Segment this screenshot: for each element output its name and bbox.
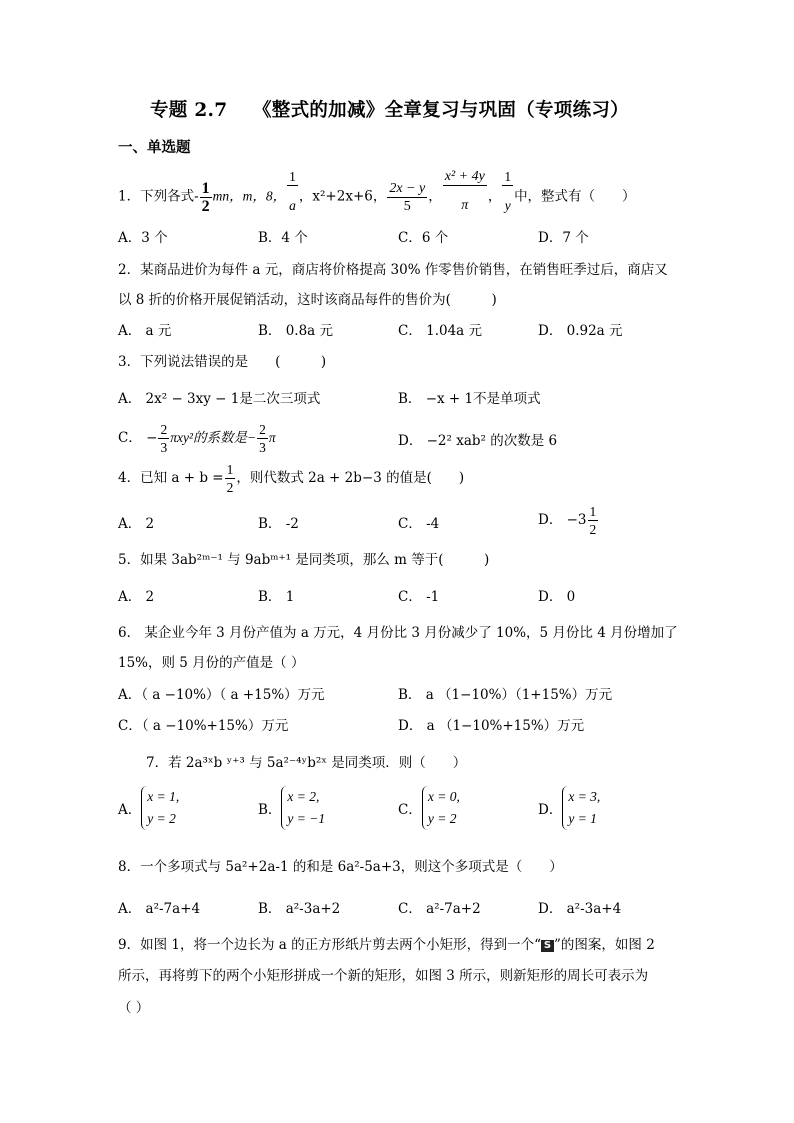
q1-fraction-5: $\frac{1}{y}$	[504, 169, 512, 213]
q6-option-c: C．（ a −10%+15%）万元	[118, 718, 289, 734]
question-9-line3: （ ）	[118, 1000, 150, 1016]
q5-option-c: C． -1	[398, 589, 440, 605]
q3-option-b: B． −x + 1不是单项式	[398, 391, 541, 407]
q1-option-a: A．3 个	[118, 230, 168, 246]
q7-option-d: D．x = 3, y = 1	[538, 786, 600, 830]
q6-option-d: D． a （1−10%+15%）万元	[398, 718, 585, 734]
question-6-line2: 15%，则 5 月份的产值是（ ）	[118, 655, 305, 671]
q4-option-a: A． 2	[118, 516, 155, 532]
q1-option-c: C．6 个	[398, 230, 449, 246]
q1-fraction-2: $\frac{1}{a}$	[289, 169, 296, 213]
q7-option-b: B．x = 2, y = −1	[258, 786, 325, 830]
q1-fraction-1: $\frac{1}{2}$	[201, 179, 210, 215]
q7-option-c: C．x = 0, y = 2	[398, 786, 460, 830]
q8-option-b: B． a²-3a+2	[258, 901, 341, 917]
q6-option-a: A．（ a −10%）（ a +15%）万元	[118, 687, 325, 703]
q1-mid2: ，x²+2x+6，	[298, 188, 387, 205]
q4-option-c: C． -4	[398, 516, 440, 532]
page-title: 专题 2.7 《整式的加减》全章复习与巩固（专项练习）	[150, 100, 629, 121]
q1-fraction-4: $\frac{\text{x² + 4y}}{\pi}$	[444, 169, 485, 213]
q8-option-a: A． a²-7a+4	[118, 901, 201, 917]
question-1-stem	[118, 168, 636, 215]
q1-fraction-3: $\frac{2x - y}{5}$	[389, 180, 426, 214]
q2-option-d: D． 0.92a 元	[538, 323, 623, 339]
question-4-stem: 4．已知 a + b = $\frac{1}{2}$ ，则代数式 2a + 2b−3 的值是( )	[118, 462, 465, 495]
question-2-line1: 2．某商品进价为每件 a 元，商店将价格提高 30% 作零售价销售，在销售旺季过后，商店又	[118, 262, 668, 278]
q1-option-d: D．7 个	[538, 230, 589, 246]
question-7-stem: 7．若 2a³ˣb ʸ⁺³ 与 5a²⁻⁴ʸb²ˣ 是同类项．则（ ）	[146, 755, 467, 771]
q1-prefix: 1．下列各式-	[118, 188, 199, 205]
q2-option-a: A． a 元	[118, 323, 172, 339]
q1-sep2: ，	[487, 188, 502, 205]
q1-mid1: mn，m，8，	[212, 188, 287, 204]
section-heading: 一、单选题	[118, 139, 191, 156]
s-shape-figure-icon: S	[541, 940, 554, 952]
q4-option-b: B． -2	[258, 516, 299, 532]
q3-option-a: A． 2x² − 3xy − 1是二次三项式	[118, 391, 321, 407]
q1-option-b: B．4 个	[258, 230, 308, 246]
q3-option-c: C． − $\frac{2}{3}$ πxy²的系数是− $\frac{2}{3}$ π	[118, 422, 276, 455]
q6-option-b: B． a （1−10%）（1+15%）万元	[398, 687, 613, 703]
q2-option-b: B． 0.8a 元	[258, 323, 334, 339]
q5-option-d: D． 0	[538, 589, 576, 605]
q2-option-c: C． 1.04a 元	[398, 323, 483, 339]
q1-sep: ，	[428, 188, 442, 205]
q3-option-d: D． −2² xab² 的次数是 6	[398, 433, 558, 449]
q8-option-d: D． a²-3a+4	[538, 901, 622, 917]
q4-option-d: D． −3 $\frac{1}{2}$	[538, 504, 597, 537]
question-2-line2: 以 8 折的价格开展促销活动，这时该商品每件的售价为( )	[118, 292, 497, 308]
q5-option-b: B． 1	[258, 589, 295, 605]
question-8-stem: 8．一个多项式与 5a²+2a-1 的和是 6a²-5a+3，则这个多项式是（ ）	[118, 859, 563, 875]
q1-suffix: 中，整式有（ ）	[514, 188, 636, 205]
q7-option-a: A．x = 1, y = 2	[118, 786, 179, 830]
q8-option-c: C． a²-7a+2	[398, 901, 481, 917]
question-3-stem: 3．下列说法错误的是 ( )	[118, 354, 327, 370]
question-6-line1: 6． 某企业今年 3 月份产值为 a 万元，4 月份比 3 月份减少了 10%，5 月份比 4 月份增加了	[118, 625, 678, 641]
question-9-line2: 所示，再将剪下的两个小矩形拼成一个新的矩形，如图 3 所示，则新矩形的周长可表示为	[118, 968, 649, 984]
q5-option-a: A． 2	[118, 589, 155, 605]
question-9-line1: 9．如图 1，将一个边长为 a 的正方形纸片剪去两个小矩形，得到一个“ S ”的图案，如图 2	[118, 937, 655, 953]
question-5-stem: 5．如果 3ab²ᵐ⁻¹ 与 9abᵐ⁺¹ 是同类项，那么 m 等于( )	[118, 552, 490, 568]
